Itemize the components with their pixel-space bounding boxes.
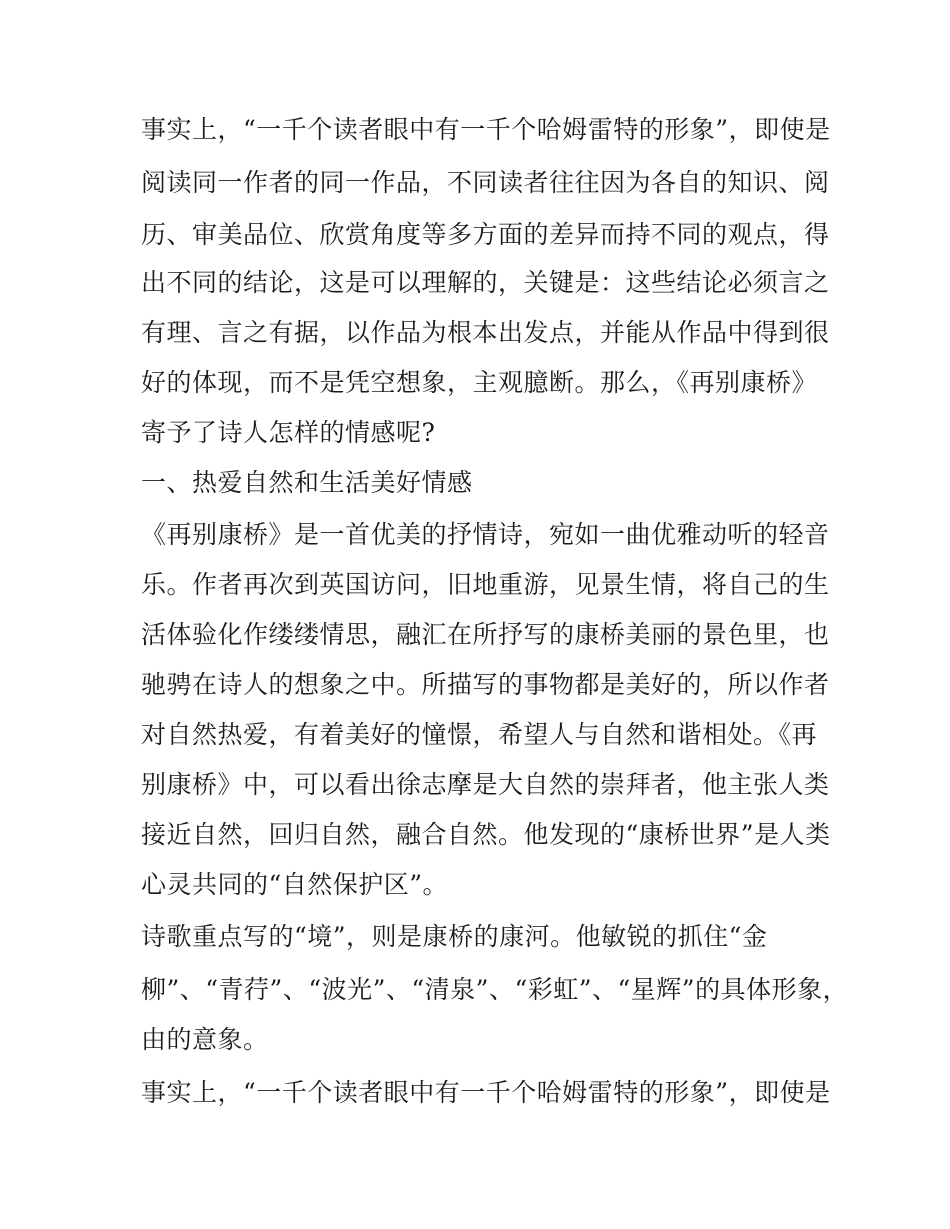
text-line: 阅读同一作者的同一作品，不同读者往往因为各自的知识、阅 <box>141 168 830 197</box>
text-line: 有理、言之有据，以作品为根本出发点，并能从作品中得到很 <box>141 318 830 347</box>
text-line: 对自然热爱，有着美好的憧憬，希望人与自然和谐相处。《再 <box>141 720 818 749</box>
text-line: 《再别康桥》是一首优美的抒情诗，宛如一曲优雅动听的轻音 <box>141 520 830 549</box>
section-heading: 一、热爱自然和生活美好情感 <box>141 468 473 497</box>
text-line: 柳”、“青荇”、“波光”、“清泉”、“彩虹”、“星辉”的具体形象， <box>141 975 849 1004</box>
text-line: 别康桥》中，可以看出徐志摩是大自然的崇拜者，他主张人类 <box>141 770 830 799</box>
text-line: 接近自然，回归自然，融合自然。他发现的“康桥世界”是人类 <box>141 820 831 849</box>
text-line: 寄予了诗人怎样的情感呢? <box>141 418 436 447</box>
text-line: 出不同的结论，这是可以理解的，关键是：这些结论必须言之 <box>141 268 830 297</box>
text-line: 事实上，“一千个读者眼中有一千个哈姆雷特的形象”，即使是 <box>141 115 831 144</box>
text-line: 诗歌重点写的“境”，则是康桥的康河。他敏锐的抓住“金 <box>141 922 768 951</box>
text-line: 乐。作者再次到英国访问，旧地重游，见景生情，将自己的生 <box>141 570 830 599</box>
text-line: 心灵共同的“自然保护区”。 <box>141 870 449 899</box>
text-line: 驰骋在诗人的想象之中。所描写的事物都是美好的，所以作者 <box>141 670 830 699</box>
text-line: 活体验化作缕缕情思，融汇在所抒写的康桥美丽的景色里，也 <box>141 620 830 649</box>
text-line: 好的体现，而不是凭空想象，主观臆断。那么，《再别康桥》 <box>141 368 818 397</box>
text-line: 由的意象。 <box>141 1025 269 1054</box>
text-line: 历、审美品位、欣赏角度等多方面的差异而持不同的观点，得 <box>141 220 830 249</box>
text-line: 事实上，“一千个读者眼中有一千个哈姆雷特的形象”，即使是 <box>141 1078 831 1107</box>
